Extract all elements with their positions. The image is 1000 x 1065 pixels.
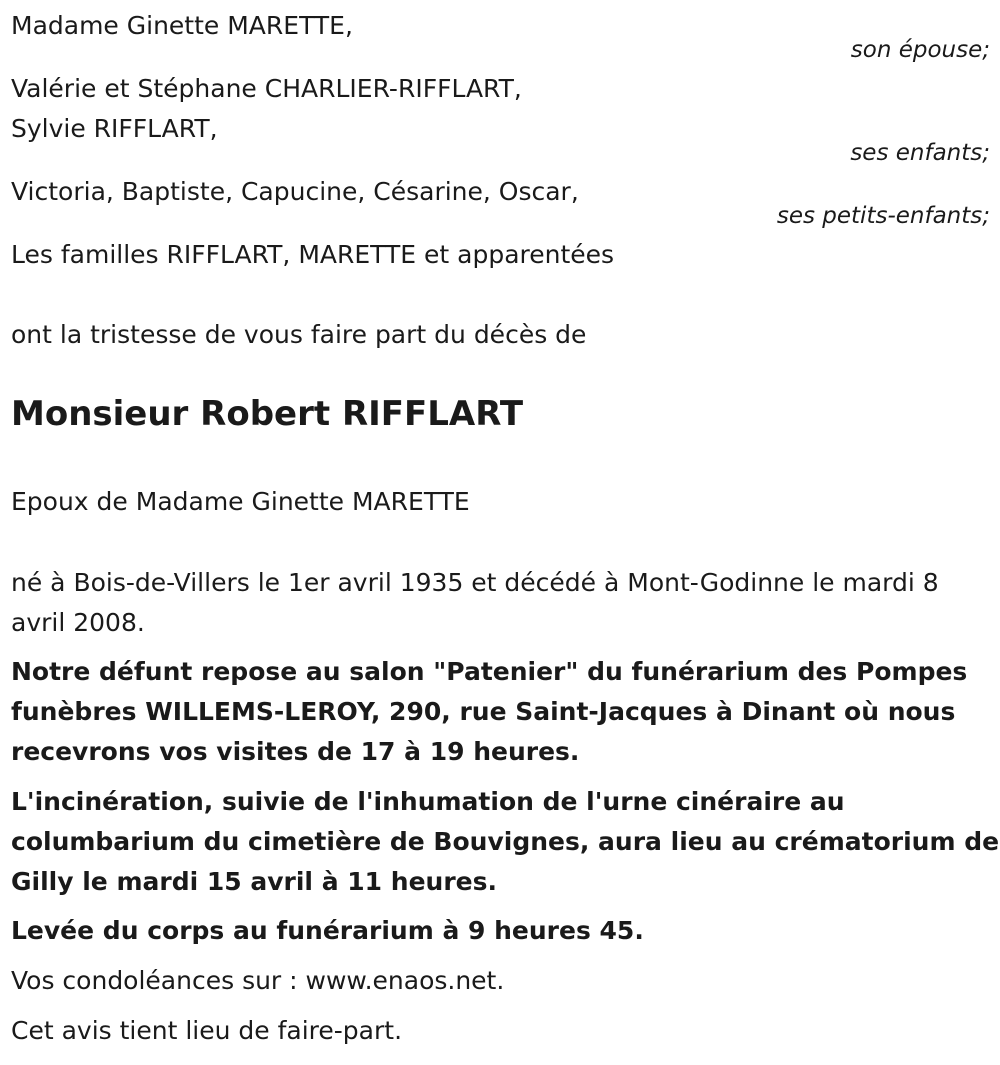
grandchildren-names: Victoria, Baptiste, Capucine, Césarine, Oscar, bbox=[11, 177, 579, 206]
relation: Epoux de Madame Ginette MARETTE bbox=[11, 487, 470, 516]
announcement: ont la tristesse de vous faire part du décès de bbox=[11, 320, 587, 349]
birth-death: né à Bois-de-Villers le 1er avril 1935 et décédé à Mont-Godinne le mardi 8 avril 2008. bbox=[11, 568, 939, 637]
cremation-paragraph: L'incinération, suivie de l'inhumation de l'urne cinéraire au columbarium du cimetière de Bouvignes, aura lieu au crématorium de Gilly le mardi 15 avril à 11 heures. bbox=[11, 787, 1000, 896]
children-names: Valérie et Stéphane CHARLIER-RIFFLART, Sylvie RIFFLART, bbox=[11, 74, 522, 143]
spouse-name: Madame Ginette MARETTE, bbox=[11, 11, 353, 40]
deceased-name: Monsieur Robert RIFFLART bbox=[11, 394, 524, 434]
children-role: ses enfants; bbox=[850, 140, 990, 166]
notice-line: Cet avis tient lieu de faire-part. bbox=[11, 1016, 403, 1045]
visitation-paragraph: Notre défunt repose au salon "Patenier" du funérarium des Pompes funèbres WILLEMS-LEROY, 290, rue Saint-Jacques à Dinant où nous recevrons vos visites de 17 à 19 heures. bbox=[11, 657, 968, 766]
condolences-line: Vos condoléances sur : www.enaos.net. bbox=[11, 966, 505, 995]
spouse-role: son épouse; bbox=[850, 37, 990, 63]
levee-line: Levée du corps au funérarium à 9 heures 45. bbox=[11, 916, 644, 945]
families-line: Les familles RIFFLART, MARETTE et apparentées bbox=[11, 240, 615, 269]
grandchildren-role: ses petits-enfants; bbox=[776, 203, 990, 229]
